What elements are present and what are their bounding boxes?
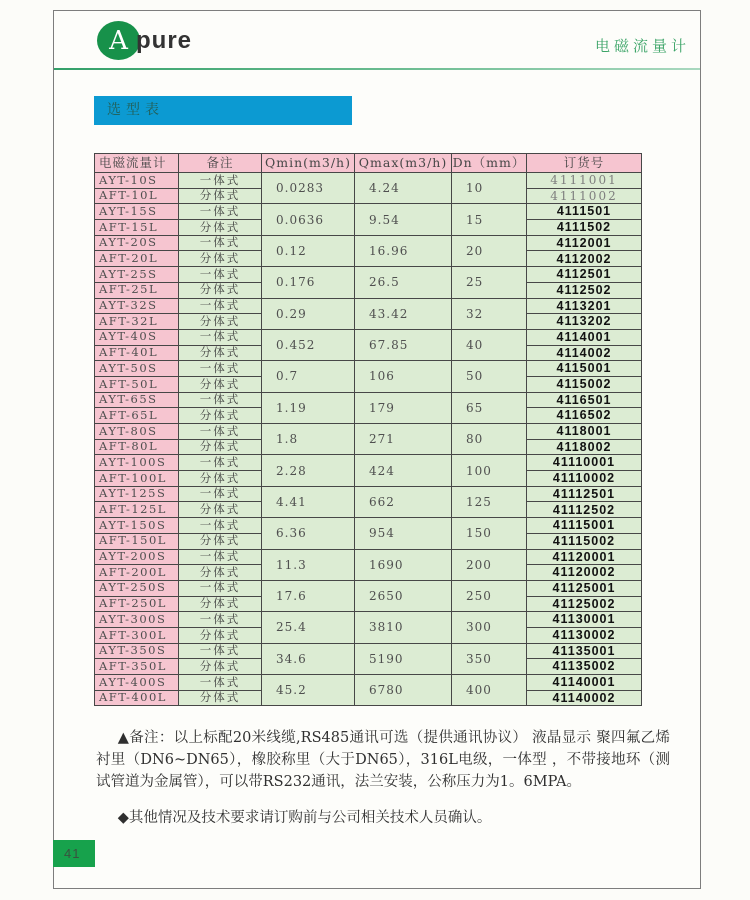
qmax-cell: 4.24	[355, 173, 452, 204]
brand-logo-letter: A	[109, 25, 128, 56]
model-cell: AFT-300L	[95, 627, 179, 643]
model-cell: AYT-250S	[95, 580, 179, 596]
selection-table-header	[95, 154, 642, 173]
col-header-qmax: Qmax(m3/h)	[355, 154, 452, 173]
order-cell: 41110001	[527, 455, 642, 471]
remark-cell: 分体式	[179, 376, 262, 392]
order-cell: 4115002	[527, 376, 642, 392]
remark-cell: 分体式	[179, 408, 262, 424]
dn-cell: 150	[452, 518, 527, 549]
order-cell: 41120002	[527, 565, 642, 581]
order-cell: 41115001	[527, 518, 642, 534]
model-cell: AFT-125L	[95, 502, 179, 518]
remark-cell: 分体式	[179, 690, 262, 706]
dn-cell: 400	[452, 675, 527, 706]
table-row-integrated	[95, 235, 642, 251]
qmax-cell: 179	[355, 392, 452, 423]
remark-cell: 一体式	[179, 267, 262, 283]
qmin-cell: 0.29	[262, 298, 355, 329]
qmin-cell: 11.3	[262, 549, 355, 580]
qmin-cell: 0.0283	[262, 173, 355, 204]
dn-cell: 300	[452, 612, 527, 643]
qmin-cell: 17.6	[262, 580, 355, 611]
model-cell: AYT-350S	[95, 643, 179, 659]
qmax-cell: 5190	[355, 643, 452, 674]
table-row-integrated	[95, 549, 642, 565]
document-page	[53, 10, 701, 889]
col-header-model: 电磁流量计	[95, 154, 179, 173]
dn-cell: 25	[452, 267, 527, 298]
order-cell: 4111002	[527, 188, 642, 204]
order-cell: 41120001	[527, 549, 642, 565]
qmax-cell: 106	[355, 361, 452, 392]
table-row-integrated	[95, 204, 642, 220]
remark-cell: 一体式	[179, 486, 262, 502]
qmax-cell: 271	[355, 424, 452, 455]
model-cell: AYT-200S	[95, 549, 179, 565]
order-cell: 4112502	[527, 282, 642, 298]
model-cell: AFT-15L	[95, 220, 179, 236]
model-cell: AYT-100S	[95, 455, 179, 471]
remark-cell: 一体式	[179, 549, 262, 565]
model-cell: AYT-20S	[95, 235, 179, 251]
model-cell: AFT-200L	[95, 565, 179, 581]
qmax-cell: 3810	[355, 612, 452, 643]
qmin-cell: 0.176	[262, 267, 355, 298]
model-cell: AYT-300S	[95, 612, 179, 628]
table-row-integrated	[95, 486, 642, 502]
remark-cell: 分体式	[179, 251, 262, 267]
table-row-integrated	[95, 298, 642, 314]
col-header-qmin: Qmin(m3/h)	[262, 154, 355, 173]
table-row-integrated	[95, 675, 642, 691]
remark-cell: 分体式	[179, 439, 262, 455]
qmin-cell: 4.41	[262, 486, 355, 517]
model-cell: AYT-65S	[95, 392, 179, 408]
remark-cell: 分体式	[179, 565, 262, 581]
model-cell: AYT-32S	[95, 298, 179, 314]
order-cell: 4113201	[527, 298, 642, 314]
model-cell: AFT-40L	[95, 345, 179, 361]
note-confirm: ◆其他情况及技术要求请订购前与公司相关技术人员确认。	[117, 810, 492, 826]
table-row-integrated	[95, 329, 642, 345]
table-row-integrated	[95, 424, 642, 440]
dn-cell: 15	[452, 204, 527, 235]
order-cell: 4112001	[527, 235, 642, 251]
remark-cell: 分体式	[179, 533, 262, 549]
qmin-cell: 0.12	[262, 235, 355, 266]
model-cell: AFT-250L	[95, 596, 179, 612]
remark-cell: 分体式	[179, 627, 262, 643]
qmax-cell: 16.96	[355, 235, 452, 266]
order-cell: 41112502	[527, 502, 642, 518]
brand-logo-text: pure	[136, 26, 193, 54]
col-header-order: 订货号	[527, 154, 642, 173]
order-cell: 41112501	[527, 486, 642, 502]
dn-cell: 10	[452, 173, 527, 204]
brand-logo	[97, 21, 192, 60]
qmax-cell: 2650	[355, 580, 452, 611]
model-cell: AYT-15S	[95, 204, 179, 220]
table-row-integrated	[95, 612, 642, 628]
order-cell: 41135001	[527, 643, 642, 659]
note-remark: ▲备注：以上标配20米线缆,RS485通讯可选（提供通讯协议） 液晶显示 聚四氟乙烯衬里（DN6~DN65），橡胶称里（大于DN65），316L电级，一体型 ，不带接地环（测试管道为金属管），可以带RS232通讯，法兰安装，公称压力为1。6MPA。	[96, 730, 670, 790]
order-cell: 41125001	[527, 580, 642, 596]
qmin-cell: 1.8	[262, 424, 355, 455]
remark-cell: 一体式	[179, 329, 262, 345]
qmin-cell: 34.6	[262, 643, 355, 674]
model-cell: AFT-80L	[95, 439, 179, 455]
page-number-badge: 41	[53, 840, 95, 867]
remark-cell: 一体式	[179, 518, 262, 534]
notes-section	[96, 727, 670, 829]
dn-cell: 125	[452, 486, 527, 517]
order-cell: 4112501	[527, 267, 642, 283]
remark-cell: 一体式	[179, 643, 262, 659]
order-cell: 41135002	[527, 659, 642, 675]
remark-cell: 一体式	[179, 235, 262, 251]
qmax-cell: 1690	[355, 549, 452, 580]
table-row-integrated	[95, 455, 642, 471]
dn-cell: 50	[452, 361, 527, 392]
model-cell: AYT-10S	[95, 173, 179, 189]
remark-cell: 一体式	[179, 298, 262, 314]
model-cell: AFT-100L	[95, 471, 179, 487]
qmin-cell: 25.4	[262, 612, 355, 643]
qmin-cell: 6.36	[262, 518, 355, 549]
model-cell: AFT-150L	[95, 533, 179, 549]
section-banner-label: 选型表	[107, 102, 164, 118]
order-cell: 4115001	[527, 361, 642, 377]
dn-cell: 200	[452, 549, 527, 580]
order-cell: 4114002	[527, 345, 642, 361]
qmax-cell: 43.42	[355, 298, 452, 329]
model-cell: AFT-10L	[95, 188, 179, 204]
order-cell: 41110002	[527, 471, 642, 487]
qmin-cell: 0.452	[262, 329, 355, 360]
dn-cell: 350	[452, 643, 527, 674]
col-header-remark: 备注	[179, 154, 262, 173]
dn-cell: 80	[452, 424, 527, 455]
qmin-cell: 0.7	[262, 361, 355, 392]
remark-cell: 分体式	[179, 596, 262, 612]
qmin-cell: 0.0636	[262, 204, 355, 235]
qmax-cell: 9.54	[355, 204, 452, 235]
order-cell: 4113202	[527, 314, 642, 330]
qmax-cell: 26.5	[355, 267, 452, 298]
remark-cell: 一体式	[179, 204, 262, 220]
remark-cell: 分体式	[179, 220, 262, 236]
qmin-cell: 45.2	[262, 675, 355, 706]
remark-cell: 分体式	[179, 314, 262, 330]
brand-logo-icon	[97, 21, 140, 60]
remark-cell: 一体式	[179, 675, 262, 691]
order-cell: 4111502	[527, 220, 642, 236]
qmax-cell: 954	[355, 518, 452, 549]
remark-cell: 分体式	[179, 502, 262, 518]
remark-cell: 一体式	[179, 361, 262, 377]
order-cell: 41140002	[527, 690, 642, 706]
page-header-title: 电磁流量计	[594, 37, 690, 55]
qmin-cell: 2.28	[262, 455, 355, 486]
model-cell: AYT-150S	[95, 518, 179, 534]
order-cell: 4118001	[527, 424, 642, 440]
qmax-cell: 424	[355, 455, 452, 486]
model-cell: AFT-32L	[95, 314, 179, 330]
remark-cell: 分体式	[179, 471, 262, 487]
model-cell: AFT-50L	[95, 376, 179, 392]
table-row-integrated	[95, 361, 642, 377]
remark-cell: 分体式	[179, 345, 262, 361]
table-row-integrated	[95, 267, 642, 283]
dn-cell: 40	[452, 329, 527, 360]
model-cell: AFT-350L	[95, 659, 179, 675]
order-cell: 4118002	[527, 439, 642, 455]
table-row-integrated	[95, 518, 642, 534]
order-cell: 4111501	[527, 204, 642, 220]
model-cell: AYT-80S	[95, 424, 179, 440]
model-cell: AYT-400S	[95, 675, 179, 691]
model-cell: AFT-400L	[95, 690, 179, 706]
qmax-cell: 6780	[355, 675, 452, 706]
order-cell: 4116502	[527, 408, 642, 424]
table-row-integrated	[95, 643, 642, 659]
remark-cell: 一体式	[179, 173, 262, 189]
dn-cell: 32	[452, 298, 527, 329]
remark-cell: 一体式	[179, 424, 262, 440]
qmin-cell: 1.19	[262, 392, 355, 423]
header-divider	[54, 68, 700, 70]
remark-cell: 一体式	[179, 455, 262, 471]
table-row-integrated	[95, 392, 642, 408]
qmax-cell: 662	[355, 486, 452, 517]
selection-table	[94, 153, 642, 706]
qmax-cell: 67.85	[355, 329, 452, 360]
remark-cell: 一体式	[179, 612, 262, 628]
model-cell: AYT-125S	[95, 486, 179, 502]
header-row	[95, 154, 642, 173]
model-cell: AFT-25L	[95, 282, 179, 298]
order-cell: 4112002	[527, 251, 642, 267]
order-cell: 4111001	[527, 173, 642, 189]
order-cell: 41140001	[527, 675, 642, 691]
remark-cell: 分体式	[179, 282, 262, 298]
order-cell: 41130002	[527, 627, 642, 643]
order-cell: 41115002	[527, 533, 642, 549]
dn-cell: 65	[452, 392, 527, 423]
model-cell: AFT-65L	[95, 408, 179, 424]
order-cell: 41130001	[527, 612, 642, 628]
model-cell: AYT-40S	[95, 329, 179, 345]
table-row-integrated	[95, 173, 642, 189]
table-row-integrated	[95, 580, 642, 596]
dn-cell: 100	[452, 455, 527, 486]
order-cell: 41125002	[527, 596, 642, 612]
section-banner	[94, 96, 352, 125]
dn-cell: 250	[452, 580, 527, 611]
order-cell: 4114001	[527, 329, 642, 345]
selection-table-body	[95, 173, 642, 706]
order-cell: 4116501	[527, 392, 642, 408]
remark-cell: 分体式	[179, 659, 262, 675]
dn-cell: 20	[452, 235, 527, 266]
remark-cell: 一体式	[179, 392, 262, 408]
col-header-dn: Dn（mm）	[452, 154, 527, 173]
model-cell: AYT-25S	[95, 267, 179, 283]
model-cell: AFT-20L	[95, 251, 179, 267]
model-cell: AYT-50S	[95, 361, 179, 377]
remark-cell: 分体式	[179, 188, 262, 204]
remark-cell: 一体式	[179, 580, 262, 596]
